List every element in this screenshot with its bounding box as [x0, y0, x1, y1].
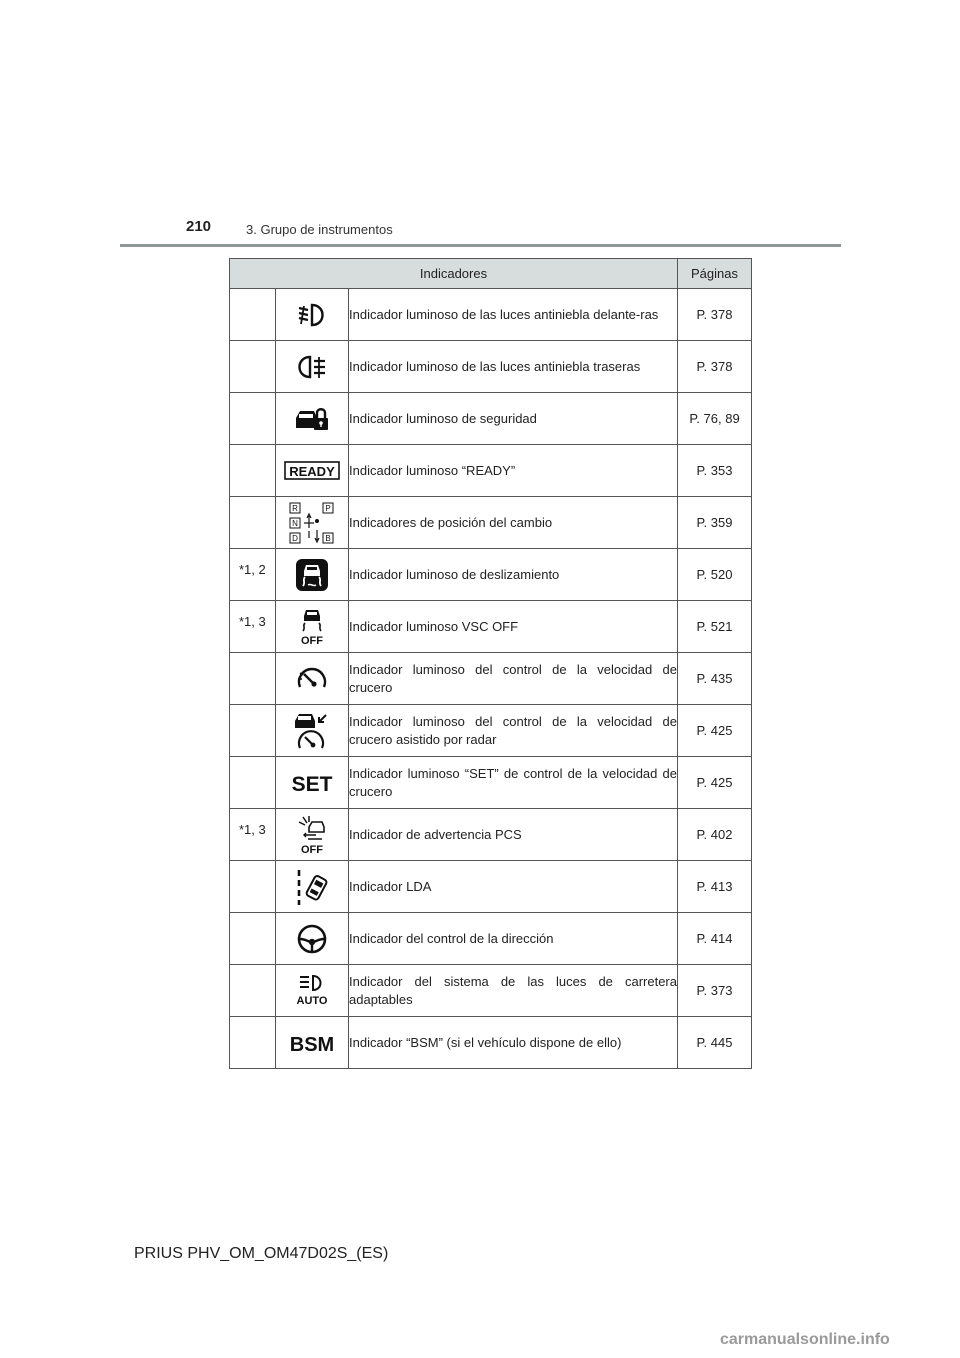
- shift-position-icon: [276, 497, 349, 549]
- row-description: Indicador LDA: [349, 861, 678, 913]
- row-page-ref: P. 425: [678, 757, 752, 809]
- row-note: [230, 445, 276, 497]
- row-description: Indicador del sistema de las luces de carretera adaptables: [349, 965, 678, 1017]
- row-note: [230, 653, 276, 705]
- vsc-off-icon: [276, 601, 349, 653]
- row-page-ref: P. 414: [678, 913, 752, 965]
- row-page-ref: P. 402: [678, 809, 752, 861]
- svg-text:P: P: [325, 503, 331, 513]
- row-description: Indicador luminoso VSC OFF: [349, 601, 678, 653]
- row-note: [230, 705, 276, 757]
- svg-text:N: N: [292, 518, 298, 528]
- front-fog-light-icon: [276, 289, 349, 341]
- svg-text:BSM: BSM: [289, 1033, 335, 1055]
- row-page-ref: P. 353: [678, 445, 752, 497]
- watermark: carmanualsonline.info: [720, 1331, 890, 1348]
- row-note: [230, 757, 276, 809]
- svg-text:OFF: OFF: [301, 843, 323, 856]
- table-row: [230, 393, 752, 445]
- row-description: Indicador “BSM” (si el vehículo dispone de ello): [349, 1017, 678, 1069]
- svg-text:B: B: [325, 533, 331, 543]
- row-page-ref: P. 521: [678, 601, 752, 653]
- row-note: [230, 289, 276, 341]
- svg-text:OFF: OFF: [301, 634, 323, 647]
- page-number: 210: [186, 218, 212, 235]
- table-row: [230, 757, 752, 809]
- table-row: [230, 289, 752, 341]
- bsm-icon: [276, 1017, 349, 1069]
- svg-text:SET: SET: [291, 772, 333, 795]
- row-note: *1, 3: [230, 809, 276, 861]
- table-row: [230, 549, 752, 601]
- row-page-ref: P. 445: [678, 1017, 752, 1069]
- table-row: [230, 445, 752, 497]
- row-note: [230, 1017, 276, 1069]
- row-description: Indicador luminoso de las luces antiniebla traseras: [349, 341, 678, 393]
- set-icon: [276, 757, 349, 809]
- indicators-table: [229, 258, 752, 1069]
- cruise-control-icon: [276, 653, 349, 705]
- page-header: [0, 0, 960, 250]
- row-note: [230, 497, 276, 549]
- table-row: [230, 705, 752, 757]
- row-description: Indicador luminoso “READY”: [349, 445, 678, 497]
- row-description: Indicador luminoso del control de la velocidad de crucero asistido por radar: [349, 705, 678, 757]
- row-description: Indicador del control de la dirección: [349, 913, 678, 965]
- row-note: [230, 393, 276, 445]
- row-note: [230, 965, 276, 1017]
- pcs-warning-icon: [276, 809, 349, 861]
- row-page-ref: P. 520: [678, 549, 752, 601]
- svg-text:D: D: [292, 533, 298, 543]
- table-header-row: [230, 259, 752, 289]
- table-row: [230, 653, 752, 705]
- slip-indicator-icon: [276, 549, 349, 601]
- row-note: [230, 913, 276, 965]
- row-note: [230, 341, 276, 393]
- adaptive-high-beam-icon: [276, 965, 349, 1017]
- document-code: PRIUS PHV_OM_OM47D02S_(ES): [134, 1245, 389, 1262]
- row-description: Indicador luminoso del control de la velocidad de crucero: [349, 653, 678, 705]
- header-rule: [120, 244, 841, 247]
- table-row: [230, 913, 752, 965]
- table-row: [230, 601, 752, 653]
- row-page-ref: P. 378: [678, 341, 752, 393]
- svg-text:READY: READY: [289, 463, 335, 479]
- table-row: [230, 861, 752, 913]
- row-note: [230, 861, 276, 913]
- table-row: [230, 809, 752, 861]
- svg-text:AUTO: AUTO: [296, 994, 328, 1007]
- table-row: [230, 1017, 752, 1069]
- row-description: Indicador luminoso “SET” de control de la velocidad de crucero: [349, 757, 678, 809]
- table-row: [230, 341, 752, 393]
- row-page-ref: P. 76, 89: [678, 393, 752, 445]
- row-page-ref: P. 359: [678, 497, 752, 549]
- row-page-ref: P. 425: [678, 705, 752, 757]
- header-pages: Páginas: [678, 259, 752, 289]
- header-indicators: Indicadores: [230, 259, 678, 289]
- row-page-ref: P. 413: [678, 861, 752, 913]
- row-page-ref: P. 373: [678, 965, 752, 1017]
- ready-icon: [276, 445, 349, 497]
- steering-control-icon: [276, 913, 349, 965]
- radar-cruise-control-icon: [276, 705, 349, 757]
- row-description: Indicador luminoso de las luces antiniebla delante-ras: [349, 289, 678, 341]
- chapter-title: 3. Grupo de instrumentos: [246, 222, 393, 237]
- row-description: Indicador luminoso de deslizamiento: [349, 549, 678, 601]
- table-row: [230, 497, 752, 549]
- lda-icon: [276, 861, 349, 913]
- row-description: Indicadores de posición del cambio: [349, 497, 678, 549]
- row-page-ref: P. 435: [678, 653, 752, 705]
- security-lock-icon: [276, 393, 349, 445]
- row-description: Indicador luminoso de seguridad: [349, 393, 678, 445]
- row-page-ref: P. 378: [678, 289, 752, 341]
- row-description: Indicador de advertencia PCS: [349, 809, 678, 861]
- table-row: [230, 965, 752, 1017]
- row-note: *1, 2: [230, 549, 276, 601]
- rear-fog-light-icon: [276, 341, 349, 393]
- svg-text:R: R: [292, 503, 298, 513]
- row-note: *1, 3: [230, 601, 276, 653]
